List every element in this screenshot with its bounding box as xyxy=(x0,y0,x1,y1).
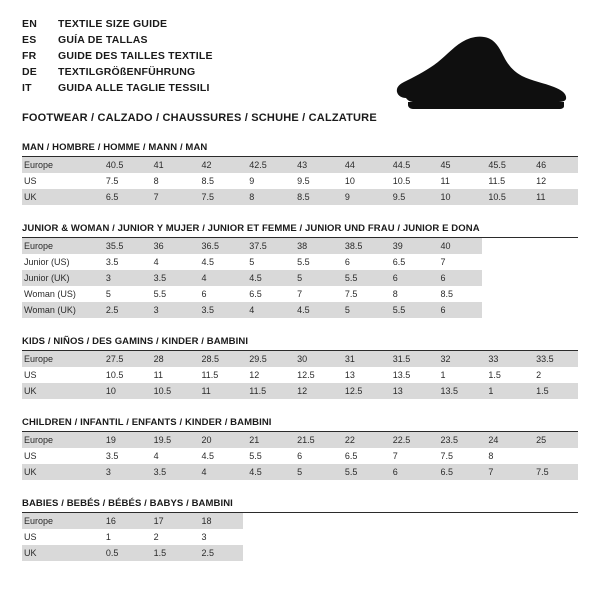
cell-empty xyxy=(387,513,435,529)
cell: 44 xyxy=(339,157,387,173)
cell: 43 xyxy=(291,157,339,173)
row-label: Europe xyxy=(22,157,100,173)
cell-empty xyxy=(291,513,339,529)
cell: 28.5 xyxy=(195,351,243,367)
cell: 31.5 xyxy=(387,351,435,367)
cell-empty xyxy=(482,254,530,270)
row-label: UK xyxy=(22,545,100,561)
block-title: MAN / HOMBRE / HOMME / MANN / MAN xyxy=(22,142,578,157)
table-row xyxy=(22,448,578,464)
cell-empty xyxy=(482,238,530,254)
cell-empty xyxy=(339,513,387,529)
row-label: Europe xyxy=(22,513,100,529)
row-label: UK xyxy=(22,464,100,480)
block-title: CHILDREN / INFANTIL / ENFANTS / KINDER / BAMBINI xyxy=(22,417,578,432)
cell: 1 xyxy=(482,383,530,399)
language-code: FR xyxy=(22,50,37,62)
cell-empty xyxy=(243,529,291,545)
cell: 24 xyxy=(482,432,530,448)
size-table xyxy=(22,432,578,480)
cell: 8.5 xyxy=(440,289,454,299)
cell-empty xyxy=(435,513,483,529)
cell-empty xyxy=(530,448,578,464)
cell: 7 xyxy=(148,189,196,205)
cell: 28 xyxy=(148,351,196,367)
cell: 5 xyxy=(105,289,111,299)
row-label: Woman (UK) xyxy=(22,302,100,318)
cell: 32 xyxy=(435,351,483,367)
cell: 11 xyxy=(440,176,450,186)
cell: 16 xyxy=(100,513,148,529)
cell: 45 xyxy=(435,157,483,173)
cell: 5 xyxy=(291,464,339,480)
cell: 35.5 xyxy=(100,238,148,254)
row-label: US xyxy=(24,370,37,380)
table-row xyxy=(22,173,578,189)
cell: 29.5 xyxy=(243,351,291,367)
table-row xyxy=(22,254,578,270)
cell-empty xyxy=(530,270,578,286)
cell: 1 xyxy=(105,532,111,542)
language-row xyxy=(22,50,213,66)
cell-empty xyxy=(435,529,483,545)
cell: 2.5 xyxy=(195,545,243,561)
table-row xyxy=(22,189,578,205)
cell: 6 xyxy=(435,270,483,286)
cell-empty xyxy=(243,513,291,529)
table-row xyxy=(22,367,578,383)
cell: 39 xyxy=(387,238,435,254)
cell-empty xyxy=(387,529,435,545)
language-title-list-body xyxy=(22,18,213,98)
cell: 9.5 xyxy=(297,176,310,186)
row-label: US xyxy=(24,532,37,542)
cell: 2.5 xyxy=(100,302,148,318)
dress-shoe-icon xyxy=(392,32,572,112)
cell: 18 xyxy=(195,513,243,529)
cell: 20 xyxy=(195,432,243,448)
cell: 4 xyxy=(195,270,243,286)
cell-empty xyxy=(482,302,530,318)
cell: 12 xyxy=(291,383,339,399)
cell: 17 xyxy=(148,513,196,529)
header xyxy=(22,18,578,124)
cell-empty xyxy=(291,545,339,561)
cell: 7 xyxy=(482,464,530,480)
row-label: Europe xyxy=(22,351,100,367)
cell: 4.5 xyxy=(291,302,339,318)
row-label: US xyxy=(24,176,37,186)
language-code: ES xyxy=(22,34,37,46)
cell: 11.5 xyxy=(201,370,219,380)
cell: 13.5 xyxy=(435,383,483,399)
row-label: UK xyxy=(22,383,100,399)
language-code: EN xyxy=(22,18,37,30)
cell: 10.5 xyxy=(148,383,196,399)
cell-empty xyxy=(482,270,530,286)
size-block-babies xyxy=(22,498,578,561)
cell: 3.5 xyxy=(105,257,119,267)
cell-empty xyxy=(530,545,578,561)
cell: 40.5 xyxy=(100,157,148,173)
cell: 46 xyxy=(530,157,578,173)
cell: 44.5 xyxy=(387,157,435,173)
cell: 6 xyxy=(344,257,350,267)
cell: 11.5 xyxy=(243,383,291,399)
cell: 6.5 xyxy=(392,257,406,267)
language-title-list xyxy=(22,18,213,98)
table-row xyxy=(22,157,578,173)
size-block-man xyxy=(22,142,578,205)
cell: 8 xyxy=(392,289,398,299)
block-title: JUNIOR & WOMAN / JUNIOR Y MUJER / JUNIOR ET FEMME / JUNIOR UND FRAU / JUNIOR E DONA xyxy=(22,223,578,238)
cell: 42.5 xyxy=(243,157,291,173)
cell: 7 xyxy=(440,257,446,267)
cell-empty xyxy=(482,529,530,545)
cell: 31 xyxy=(339,351,387,367)
cell: 10 xyxy=(435,189,483,205)
language-code: IT xyxy=(22,82,32,94)
row-label: Woman (US) xyxy=(24,289,76,299)
cell: 3.5 xyxy=(148,464,196,480)
cell: 33 xyxy=(482,351,530,367)
cell: 2 xyxy=(536,370,542,380)
cell: 7.5 xyxy=(440,451,454,461)
language-row xyxy=(22,82,213,98)
cell: 7.5 xyxy=(344,289,358,299)
cell: 9 xyxy=(249,176,255,186)
table-row xyxy=(22,432,578,448)
cell: 37.5 xyxy=(243,238,291,254)
table-row xyxy=(22,238,578,254)
cell: 7.5 xyxy=(195,189,243,205)
cell: 22.5 xyxy=(387,432,435,448)
cell: 7 xyxy=(392,451,398,461)
cell: 8 xyxy=(243,189,291,205)
cell: 12.5 xyxy=(339,383,387,399)
cell: 5.5 xyxy=(339,270,387,286)
cell: 3 xyxy=(201,532,207,542)
size-block-junior-woman xyxy=(22,223,578,318)
row-label: US xyxy=(24,451,37,461)
cell-empty xyxy=(243,545,291,561)
table-row xyxy=(22,270,578,286)
size-table xyxy=(22,513,578,561)
cell: 0.5 xyxy=(100,545,148,561)
cell: 5 xyxy=(291,270,339,286)
cell: 36 xyxy=(148,238,196,254)
cell-empty xyxy=(387,545,435,561)
cell: 4.5 xyxy=(201,257,214,267)
table-row xyxy=(22,545,578,561)
cell: 2 xyxy=(153,532,159,542)
cell: 9.5 xyxy=(387,189,435,205)
cell: 27.5 xyxy=(100,351,148,367)
cell-empty xyxy=(339,545,387,561)
cell: 1 xyxy=(440,370,446,380)
cell: 36.5 xyxy=(195,238,243,254)
row-label: UK xyxy=(22,189,100,205)
language-row xyxy=(22,18,213,34)
language-title: GUIDE DES TAILLES TEXTILE xyxy=(58,50,213,62)
cell: 40 xyxy=(435,238,483,254)
cell: 8 xyxy=(153,176,159,186)
cell: 4.5 xyxy=(201,451,214,461)
cell: 6.5 xyxy=(435,464,483,480)
cell: 11 xyxy=(530,189,578,205)
cell: 1.5 xyxy=(148,545,196,561)
language-title: GUÍA DE TALLAS xyxy=(58,34,148,46)
cell-empty xyxy=(530,286,578,302)
cell: 5 xyxy=(249,257,255,267)
cell: 38 xyxy=(291,238,339,254)
cell: 5 xyxy=(339,302,387,318)
cell: 8 xyxy=(488,451,494,461)
table-row xyxy=(22,513,578,529)
language-title: TEXTILGRÖßENFÜHRUNG xyxy=(58,66,196,78)
language-title: TEXTILE SIZE GUIDE xyxy=(58,18,168,30)
cell-empty xyxy=(291,529,339,545)
cell: 11.5 xyxy=(488,176,506,186)
language-code: DE xyxy=(22,66,37,78)
cell: 3.5 xyxy=(105,451,119,461)
cell: 13.5 xyxy=(392,370,411,380)
language-title: GUIDA ALLE TAGLIE TESSILI xyxy=(58,82,210,94)
cell: 4 xyxy=(153,451,159,461)
cell-empty xyxy=(482,286,530,302)
cell-empty xyxy=(435,545,483,561)
cell-empty xyxy=(482,545,530,561)
table-row xyxy=(22,351,578,367)
cell: 8.5 xyxy=(291,189,339,205)
cell: 5.5 xyxy=(249,451,262,461)
cell: 6.5 xyxy=(100,189,148,205)
cell: 5.5 xyxy=(153,289,167,299)
cell: 13 xyxy=(387,383,435,399)
language-row xyxy=(22,66,213,82)
table-row xyxy=(22,286,578,302)
row-label: Junior (UK) xyxy=(22,270,100,286)
cell: 10.5 xyxy=(105,370,124,380)
cell-empty xyxy=(530,529,578,545)
cell: 5.5 xyxy=(387,302,435,318)
cell: 7.5 xyxy=(530,464,578,480)
cell: 4.5 xyxy=(243,464,291,480)
cell-empty xyxy=(482,513,530,529)
size-table xyxy=(22,157,578,205)
cell: 6 xyxy=(297,451,303,461)
row-label: Europe xyxy=(22,432,100,448)
cell: 1.5 xyxy=(488,370,501,380)
cell-empty xyxy=(530,238,578,254)
block-title: KIDS / NIÑOS / DES GAMINS / KINDER / BAMBINI xyxy=(22,336,578,351)
cell: 12 xyxy=(536,176,547,186)
cell: 19 xyxy=(100,432,148,448)
cell: 6.5 xyxy=(249,289,262,299)
category-title: FOOTWEAR / CALZADO / CHAUSSURES / SCHUHE / CALZATURE xyxy=(22,112,377,124)
table-row xyxy=(22,529,578,545)
cell: 41 xyxy=(148,157,196,173)
cell: 11 xyxy=(153,370,163,380)
cell: 6 xyxy=(387,464,435,480)
language-row xyxy=(22,34,213,50)
cell-empty xyxy=(530,254,578,270)
cell: 12 xyxy=(249,370,260,380)
cell: 10 xyxy=(344,176,355,186)
cell: 4 xyxy=(243,302,291,318)
cell: 4 xyxy=(195,464,243,480)
cell: 21.5 xyxy=(291,432,339,448)
cell: 6 xyxy=(387,270,435,286)
size-table xyxy=(22,238,578,318)
cell: 3 xyxy=(100,270,148,286)
table-row xyxy=(22,302,578,318)
cell: 45.5 xyxy=(482,157,530,173)
cell: 13 xyxy=(344,370,355,380)
cell: 5.5 xyxy=(297,257,310,267)
cell: 42 xyxy=(195,157,243,173)
size-block-kids xyxy=(22,336,578,399)
cell: 19.5 xyxy=(148,432,196,448)
cell-empty xyxy=(339,529,387,545)
cell: 6.5 xyxy=(344,451,358,461)
cell: 22 xyxy=(339,432,387,448)
row-label: Europe xyxy=(22,238,100,254)
cell: 25 xyxy=(530,432,578,448)
cell: 4.5 xyxy=(243,270,291,286)
cell: 4 xyxy=(153,257,159,267)
cell: 12.5 xyxy=(297,370,315,380)
cell-empty xyxy=(530,513,578,529)
cell: 7.5 xyxy=(105,176,119,186)
block-title: BABIES / BEBÉS / BÉBÉS / BABYS / BAMBINI xyxy=(22,498,578,513)
cell: 10.5 xyxy=(392,176,411,186)
cell-empty xyxy=(530,302,578,318)
cell: 3 xyxy=(148,302,196,318)
cell: 10 xyxy=(100,383,148,399)
cell: 1.5 xyxy=(530,383,578,399)
cell: 11 xyxy=(195,383,243,399)
cell: 3.5 xyxy=(148,270,196,286)
cell: 3 xyxy=(100,464,148,480)
cell: 33.5 xyxy=(530,351,578,367)
cell: 38.5 xyxy=(339,238,387,254)
cell: 6 xyxy=(435,302,483,318)
row-label: Junior (US) xyxy=(24,257,70,267)
cell: 3.5 xyxy=(195,302,243,318)
cell: 5.5 xyxy=(339,464,387,480)
cell: 30 xyxy=(291,351,339,367)
cell: 6 xyxy=(201,289,207,299)
cell: 8.5 xyxy=(201,176,214,186)
cell: 23.5 xyxy=(435,432,483,448)
cell: 21 xyxy=(243,432,291,448)
size-table xyxy=(22,351,578,399)
cell: 9 xyxy=(339,189,387,205)
size-block-children xyxy=(22,417,578,480)
cell: 7 xyxy=(297,289,303,299)
cell: 10.5 xyxy=(482,189,530,205)
table-row xyxy=(22,383,578,399)
table-row xyxy=(22,464,578,480)
